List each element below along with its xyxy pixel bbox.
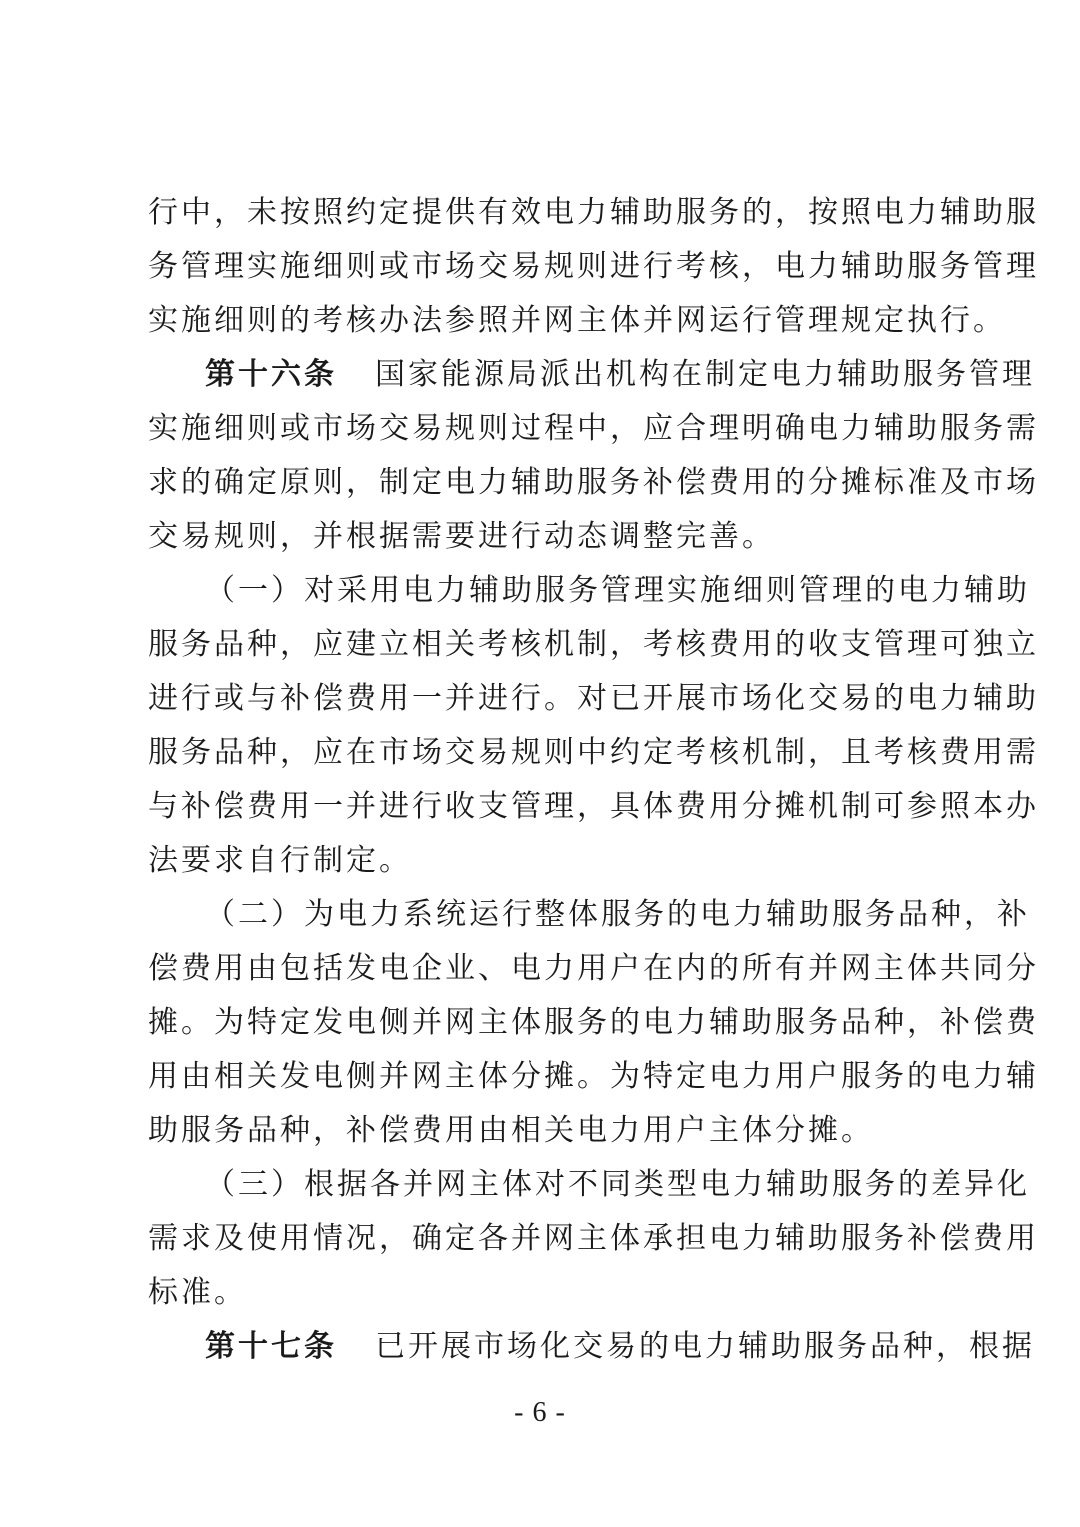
text-line: 需求及使用情况，确定各并网主体承担电力辅助服务补偿费用 xyxy=(148,1221,1039,1256)
text-line: 偿费用由包括发电企业、电力用户在内的所有并网主体共同分 xyxy=(148,951,1039,986)
text-line: 实施细则或市场交易规则过程中，应合理明确电力辅助服务需 xyxy=(148,411,1039,446)
text-line: 用由相关发电侧并网主体分摊。为特定电力用户服务的电力辅 xyxy=(148,1059,1039,1094)
clause-1-line: （一）对采用电力辅助服务管理实施细则管理的电力辅助 xyxy=(205,573,1030,608)
text-line: 实施细则的考核办法参照并网主体并网运行管理规定执行。 xyxy=(148,303,1006,338)
clause-3-line: （三）根据各并网主体对不同类型电力辅助服务的差异化 xyxy=(205,1167,1030,1202)
text-line: 助服务品种，补偿费用由相关电力用户主体分摊。 xyxy=(148,1113,874,1148)
page-number: - 6 - xyxy=(514,1397,566,1428)
text-line: 标准。 xyxy=(148,1275,247,1310)
text-line: 交易规则，并根据需要进行动态调整完善。 xyxy=(148,519,775,554)
text-line: 进行或与补偿费用一并进行。对已开展市场化交易的电力辅助 xyxy=(148,681,1039,716)
text-line: 服务品种，应建立相关考核机制，考核费用的收支管理可独立 xyxy=(148,627,1039,662)
article-17-line xyxy=(205,1329,1035,1364)
text-line: 服务品种，应在市场交易规则中约定考核机制，且考核费用需 xyxy=(148,735,1039,770)
text-line: 与补偿费用一并进行收支管理，具体费用分摊机制可参照本办 xyxy=(148,789,1039,824)
article-16-line xyxy=(205,357,1035,392)
text-line: 摊。为特定发电侧并网主体服务的电力辅助服务品种，补偿费 xyxy=(148,1005,1039,1040)
text-line: 法要求自行制定。 xyxy=(148,843,412,878)
text-line: 求的确定原则，制定电力辅助服务补偿费用的分摊标准及市场 xyxy=(148,465,1039,500)
article-17-label: 第十七条 xyxy=(205,1329,337,1364)
text-line: 国家能源局派出机构在制定电力辅助服务管理 xyxy=(375,357,1035,392)
article-16-label: 第十六条 xyxy=(205,357,337,392)
text-line: 务管理实施细则或市场交易规则进行考核，电力辅助服务管理 xyxy=(148,249,1039,284)
text-line: 行中，未按照约定提供有效电力辅助服务的，按照电力辅助服 xyxy=(148,195,1039,230)
clause-2-line: （二）为电力系统运行整体服务的电力辅助服务品种，补 xyxy=(205,897,1030,932)
text-line: 已开展市场化交易的电力辅助服务品种，根据 xyxy=(375,1329,1035,1364)
